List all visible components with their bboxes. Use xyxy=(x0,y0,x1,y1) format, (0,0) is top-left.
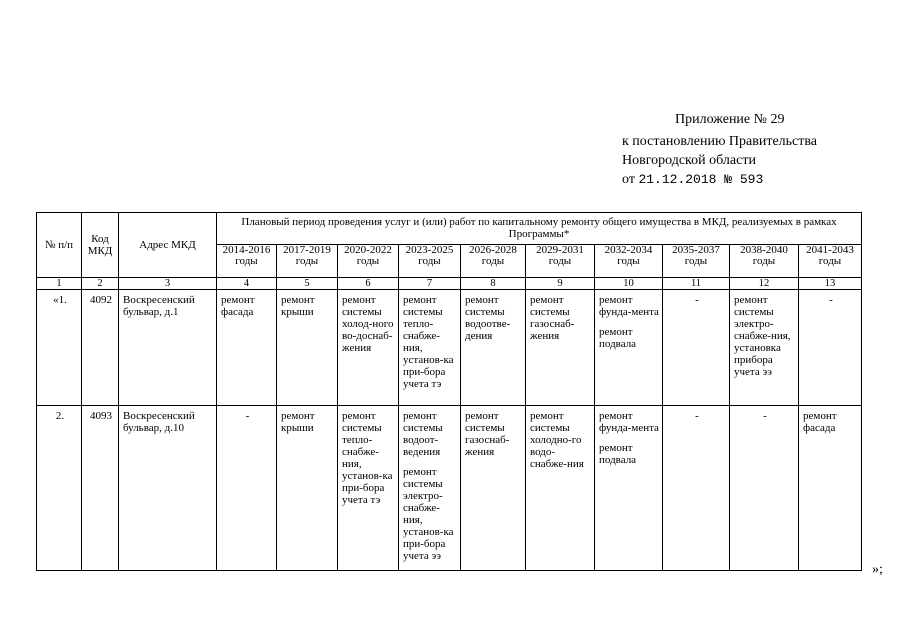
work-item: ремонт фасада xyxy=(803,410,837,434)
building-address: Воскресенский бульвар, д.10 xyxy=(119,406,217,571)
work-cell xyxy=(526,290,595,406)
work-cell xyxy=(399,406,461,571)
work-cell xyxy=(799,406,862,571)
period-range: 2026-2028 xyxy=(469,244,517,256)
work-cell xyxy=(730,406,799,571)
work-item: - xyxy=(829,294,833,306)
resolution-date-prefix: от xyxy=(622,172,635,187)
period-unit: годы xyxy=(418,255,441,267)
column-number: 12 xyxy=(730,278,799,290)
column-number: 11 xyxy=(663,278,730,290)
period-header xyxy=(526,245,595,278)
period-range: 2032-2034 xyxy=(604,244,653,256)
column-number: 8 xyxy=(461,278,526,290)
building-address: Воскресенский бульвар, д.1 xyxy=(119,290,217,406)
work-item: ремонт подвала xyxy=(599,326,637,350)
work-item: ремонт системы газоснаб-жения xyxy=(465,410,510,458)
item-gap xyxy=(599,318,660,326)
column-header-number: № п/п xyxy=(37,213,82,278)
table-row xyxy=(37,290,862,406)
work-item: ремонт фунда-мента xyxy=(599,294,659,318)
work-item: - xyxy=(763,410,767,422)
appendix-title: Приложение № 29 xyxy=(675,112,785,127)
column-header-code: Код МКД xyxy=(82,213,119,278)
period-unit: годы xyxy=(752,255,776,267)
resolution-line-2: Новгородской области xyxy=(622,153,756,168)
work-cell xyxy=(730,290,799,406)
work-cell xyxy=(461,406,526,571)
row-number: «1. xyxy=(37,290,82,406)
table-row xyxy=(37,406,862,571)
period-caption: Плановый период проведения услуг и (или) работ по капитальному ремонту общего имущества в МКД, реализуемых в рамках Программы* xyxy=(217,213,862,245)
period-header xyxy=(399,245,461,278)
work-item: - xyxy=(695,410,699,422)
period-header xyxy=(461,245,526,278)
work-item: ремонт системы холод-ного во-доснаб-жения xyxy=(342,294,394,354)
period-header xyxy=(338,245,399,278)
work-item: ремонт крыши xyxy=(281,410,315,434)
period-header xyxy=(663,245,730,278)
work-cell xyxy=(338,290,399,406)
work-item: ремонт системы водоот-ведения xyxy=(403,410,443,458)
resolution-line-1: к постановлению Правительства xyxy=(622,134,818,149)
work-cell xyxy=(338,406,399,571)
work-item: ремонт подвала xyxy=(599,442,637,466)
building-code: 4092 xyxy=(82,290,119,406)
work-cell xyxy=(595,406,663,571)
column-number: 10 xyxy=(595,278,663,290)
work-item: ремонт фасада xyxy=(221,294,255,318)
resolution-line-3 xyxy=(622,170,763,189)
resolution-date-number: 21.12.2018 № 593 xyxy=(638,172,764,187)
closing-quote-mark: »; xyxy=(872,562,883,577)
period-unit: годы xyxy=(818,255,842,267)
work-item: ремонт системы электро-снабже-ния, установка прибора учета ээ xyxy=(734,294,791,378)
period-header xyxy=(799,245,862,278)
work-item: ремонт фунда-мента xyxy=(599,410,659,434)
item-gap xyxy=(403,458,458,466)
work-cell xyxy=(461,290,526,406)
work-item: ремонт системы электро-снабже-ния, установ-ка при-бора учета ээ xyxy=(403,466,454,562)
period-unit: годы xyxy=(295,255,319,267)
work-cell xyxy=(217,290,277,406)
column-number: 2 xyxy=(82,278,119,290)
period-range: 2017-2019 xyxy=(283,244,331,256)
period-range: 2020-2022 xyxy=(344,244,392,256)
period-unit: годы xyxy=(356,255,380,267)
work-cell xyxy=(277,290,338,406)
work-item: ремонт системы тепло-снабже-ния, установ-ка при-бора учета тэ xyxy=(342,410,393,506)
work-cell xyxy=(663,290,730,406)
work-item: ремонт системы холодно-го водо-снабже-ния xyxy=(530,410,584,470)
work-item: ремонт крыши xyxy=(281,294,315,318)
work-item: ремонт системы водоотве-дения xyxy=(465,294,511,342)
row-number: 2. xyxy=(37,406,82,571)
column-number: 9 xyxy=(526,278,595,290)
period-unit: годы xyxy=(548,255,572,267)
column-number: 1 xyxy=(37,278,82,290)
period-unit: годы xyxy=(481,255,505,267)
period-unit: годы xyxy=(617,255,640,267)
period-range: 2014-2016 xyxy=(222,244,271,256)
building-code: 4093 xyxy=(82,406,119,571)
column-number: 3 xyxy=(119,278,217,290)
work-cell xyxy=(663,406,730,571)
work-item: ремонт системы газоснаб-жения xyxy=(530,294,575,342)
work-cell xyxy=(277,406,338,571)
period-range: 2038-2040 xyxy=(740,244,788,256)
work-cell xyxy=(799,290,862,406)
period-range: 2023-2025 xyxy=(405,244,454,256)
column-number: 7 xyxy=(399,278,461,290)
work-item: - xyxy=(695,294,699,306)
work-cell xyxy=(217,406,277,571)
period-range: 2029-2031 xyxy=(536,244,584,256)
item-gap xyxy=(599,434,660,442)
work-item: ремонт системы тепло-снабже-ния, установ-ка при-бора учета тэ xyxy=(403,294,454,390)
period-range: 2041-2043 xyxy=(806,244,854,256)
period-header xyxy=(595,245,663,278)
work-cell xyxy=(595,290,663,406)
column-number: 13 xyxy=(799,278,862,290)
period-header xyxy=(217,245,277,278)
column-number: 5 xyxy=(277,278,338,290)
period-range: 2035-2037 xyxy=(672,244,720,256)
column-number: 4 xyxy=(217,278,277,290)
work-cell xyxy=(526,406,595,571)
period-header xyxy=(730,245,799,278)
period-unit: годы xyxy=(235,255,258,267)
column-header-address: Адрес МКД xyxy=(119,213,217,278)
work-cell xyxy=(399,290,461,406)
column-number: 6 xyxy=(338,278,399,290)
period-unit: годы xyxy=(684,255,708,267)
capital-repair-plan-table xyxy=(36,212,862,571)
work-item: - xyxy=(245,410,250,422)
period-header xyxy=(277,245,338,278)
